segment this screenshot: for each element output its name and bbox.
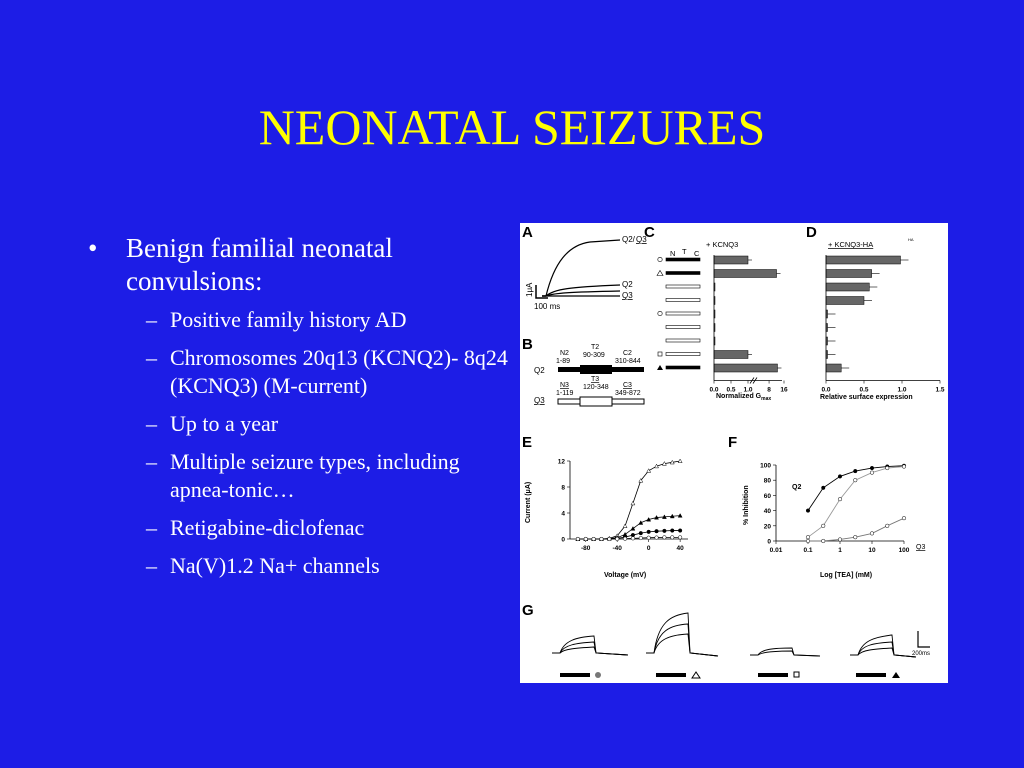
figure-svg [520, 223, 948, 683]
construct-glyph [666, 339, 700, 342]
sub-bullet [126, 514, 508, 542]
panel-label-b: B [522, 336, 533, 353]
x-tick-label: 10 [868, 547, 876, 554]
data-point [806, 509, 810, 513]
construct-glyph [656, 673, 686, 677]
panel-f-xlabel: Log [TEA] (mM) [820, 572, 873, 579]
panel-e-ylabel: Current (μA) [525, 481, 532, 523]
domain-t2: T2 [591, 344, 600, 351]
bar [714, 256, 748, 264]
panel-b [534, 344, 641, 405]
trace-label-mid: Q2 [622, 280, 633, 289]
header-n: N [670, 249, 676, 258]
panel-d-title: + KCNQ3-HA [828, 240, 874, 249]
trace-family-3 [750, 648, 820, 656]
data-point [870, 466, 874, 470]
panel-c-xlabel [716, 393, 771, 402]
y-tick-label: 0 [767, 538, 771, 546]
bar [826, 270, 872, 278]
symbol-circle [595, 672, 601, 678]
x-tick-label: 16 [780, 386, 788, 394]
sub-bullet-text: Retigabine-diclofenac [170, 515, 365, 540]
construct-glyph [666, 312, 700, 315]
data-point [663, 536, 667, 540]
trace [552, 647, 628, 655]
row-symbol [658, 257, 662, 261]
x-tick-label: 100 [898, 547, 910, 554]
trace-label-q3-underlined: Q3 [636, 235, 647, 244]
panel-c-chart [657, 255, 788, 394]
data-point [806, 539, 810, 543]
sub-bullet [126, 344, 508, 400]
domain-n3-range: 1-119 [556, 390, 574, 397]
row-symbol [658, 352, 662, 356]
panel-a [536, 240, 620, 298]
domain-n2-range: 1-89 [556, 358, 571, 365]
y-tick-label: 40 [763, 508, 771, 516]
data-point [806, 535, 810, 539]
x-tick-label: 8 [767, 386, 771, 394]
data-point [902, 465, 906, 469]
trace [552, 636, 628, 655]
y-tick-label: 80 [763, 477, 771, 485]
data-point [655, 529, 659, 533]
data-point [821, 486, 825, 490]
construct-glyph [758, 673, 788, 677]
sub-bullet [126, 552, 508, 580]
domain-c2-range: 310-844 [615, 358, 641, 365]
symbol-filled-triangle [892, 672, 900, 678]
dash-glyph: – [146, 515, 157, 540]
q3-domain-t [580, 397, 612, 406]
construct-glyph [666, 353, 700, 356]
sub-bullet [126, 306, 508, 334]
trace-family-2 [646, 613, 718, 656]
data-point [670, 529, 674, 533]
scale-label-ms: 100 ms [534, 302, 561, 311]
panel-g [552, 613, 930, 657]
data-point [647, 469, 651, 473]
x-tick-label: 1.0 [743, 386, 753, 394]
q2-domain-c [612, 367, 644, 372]
bar [714, 364, 777, 372]
bar [714, 351, 748, 359]
panel-f-label-q3: Q3 [916, 544, 926, 551]
x-tick-label: 0.5 [859, 386, 869, 394]
data-point [584, 537, 588, 541]
scale-label-ua: 1μA [525, 282, 534, 297]
header-c: C [694, 249, 700, 258]
dash-glyph: – [146, 553, 157, 578]
panel-label-e: E [522, 434, 533, 451]
trace [552, 642, 628, 655]
bullet-main-text: Benign familial neonatal convulsions: [126, 233, 393, 296]
y-tick-label: 12 [557, 458, 565, 466]
sub-bullet-text: Na(V)1.2 Na+ channels [170, 553, 380, 578]
sub-bullet-list [126, 306, 508, 580]
construct-glyph [856, 673, 886, 677]
data-point [639, 536, 643, 540]
data-point [655, 536, 659, 540]
x-tick-label: 0.1 [803, 547, 813, 554]
data-point [853, 478, 857, 482]
sub-bullet [126, 448, 508, 504]
panel-c-xlabel-main: Normalized G [716, 393, 762, 400]
panel-e-chart [558, 459, 688, 553]
construct-glyph [666, 285, 700, 288]
series-line [578, 461, 680, 539]
dash-glyph: – [146, 345, 157, 370]
panel-d-xlabel: Relative surface expression [820, 394, 913, 401]
y-tick-label: 4 [561, 510, 565, 518]
data-point [838, 475, 842, 479]
construct-glyph [666, 366, 700, 369]
data-point [885, 524, 889, 528]
panel-e-xlabel: Voltage (mV) [604, 572, 647, 579]
x-tick-label: 1 [838, 547, 842, 554]
slide-title: NEONATAL SEIZURES [258, 99, 766, 155]
y-tick-label: 8 [561, 484, 565, 492]
q2-domain-n [558, 367, 580, 372]
data-point [576, 537, 580, 541]
data-point [631, 537, 635, 541]
bullet-main [88, 232, 508, 580]
panel-label-c: C [644, 224, 655, 241]
data-point [623, 524, 627, 528]
trace-label-q2: Q2/ [622, 235, 635, 244]
x-tick-label: 0.5 [726, 386, 736, 394]
bullet-list [88, 232, 508, 590]
symbol-square [794, 672, 799, 677]
dash-glyph: – [146, 449, 157, 474]
domain-t2-range: 90-309 [583, 352, 605, 359]
construct-label-q3: Q3 [534, 396, 545, 405]
panel-g-glyphs [560, 672, 900, 678]
data-point [838, 538, 842, 542]
row-symbol [658, 311, 662, 315]
sub-bullet-text: Chromosomes 20q13 (KCNQ2)- 8q24 (KCNQ3) (M-current) [170, 345, 508, 398]
header-t: T [682, 247, 687, 256]
sub-bullet-text: Multiple seizure types, including apnea-tonic… [170, 449, 460, 502]
dash-glyph: – [146, 307, 157, 332]
data-point [853, 535, 857, 539]
panel-label-a: A [522, 224, 533, 241]
x-tick-label: 0.01 [769, 547, 783, 554]
scientific-figure [520, 223, 948, 683]
x-tick-label: 0 [646, 545, 651, 552]
scale-bar-g [918, 631, 930, 647]
data-point [678, 536, 682, 540]
trace [646, 634, 718, 656]
trace-label-low: Q3 [622, 291, 633, 300]
data-point [608, 537, 612, 541]
data-point [902, 516, 906, 520]
q3-domain-n [558, 399, 580, 404]
sub-bullet-text: Positive family history AD [170, 307, 407, 332]
y-tick-label: 0 [561, 536, 565, 544]
data-point [592, 537, 596, 541]
data-point [821, 524, 825, 528]
data-point [600, 537, 604, 541]
construct-glyph [666, 326, 700, 329]
trace [750, 651, 820, 656]
panel-f-ylabel: % Inhibition [743, 485, 750, 525]
construct-glyph [666, 258, 700, 261]
data-point [647, 530, 651, 534]
bar [826, 364, 841, 372]
construct-label-q2: Q2 [534, 366, 545, 375]
row-symbol [657, 365, 663, 370]
construct-glyph [560, 673, 590, 677]
panel-d-chart [821, 255, 944, 394]
data-point [670, 536, 674, 540]
data-point [647, 536, 651, 540]
panel-label-f: F [728, 434, 738, 451]
x-tick-label: -80 [581, 545, 591, 552]
y-tick-label: 20 [763, 523, 771, 531]
trace-family-1 [552, 636, 628, 655]
data-point [870, 532, 874, 536]
data-point [623, 537, 627, 541]
panel-label-d: D [806, 224, 817, 241]
domain-t3: T3 [591, 376, 600, 383]
panel-f-label-q2: Q2 [792, 484, 802, 491]
bar [826, 297, 864, 305]
trace [750, 648, 820, 656]
bar [714, 270, 777, 278]
data-point [838, 497, 842, 501]
data-point [615, 537, 619, 541]
domain-c3-range: 349-872 [615, 390, 641, 397]
bullet-dot: • [88, 233, 98, 263]
y-tick-label: 60 [763, 492, 771, 500]
x-tick-label: 1.5 [935, 386, 945, 394]
y-tick-label: 100 [760, 462, 771, 470]
construct-glyph [666, 272, 700, 275]
trace-family-4 [850, 635, 916, 657]
domain-t3-range: 120-348 [583, 384, 609, 391]
bar [826, 283, 869, 291]
row-symbol [657, 271, 663, 276]
domain-c2: C2 [623, 350, 632, 357]
data-point [821, 539, 825, 543]
domain-c3: C3 [623, 382, 632, 389]
panel-c-title: + KCNQ3 [706, 240, 739, 249]
q3-domain-c [612, 399, 644, 404]
data-point [663, 529, 667, 533]
construct-glyph [666, 299, 700, 302]
panel-c-xlabel-sub: max [761, 396, 772, 402]
domain-n3: N3 [560, 382, 569, 389]
sub-bullet-text: Up to a year [170, 411, 279, 436]
data-point [631, 501, 635, 505]
x-tick-label: 0.0 [821, 386, 831, 394]
data-point [639, 531, 643, 535]
data-point [853, 469, 857, 473]
x-tick-label: 1.0 [897, 386, 907, 394]
panel-d-tag: HA [908, 237, 914, 242]
x-tick-label: 0.0 [709, 386, 719, 394]
dash-glyph: – [146, 411, 157, 436]
domain-n2: N2 [560, 350, 569, 357]
data-point [870, 471, 874, 475]
x-tick-label: -40 [612, 545, 622, 552]
panel-label-g: G [522, 602, 534, 619]
sub-bullet [126, 410, 508, 438]
x-tick-label: 40 [676, 545, 684, 552]
data-point [885, 466, 889, 470]
bar [826, 256, 900, 264]
q2-domain-t [580, 365, 612, 374]
symbol-triangle [692, 672, 700, 678]
panel-g-scale: 200ms [912, 651, 931, 657]
data-point [678, 529, 682, 533]
panel-f-chart [760, 463, 910, 555]
